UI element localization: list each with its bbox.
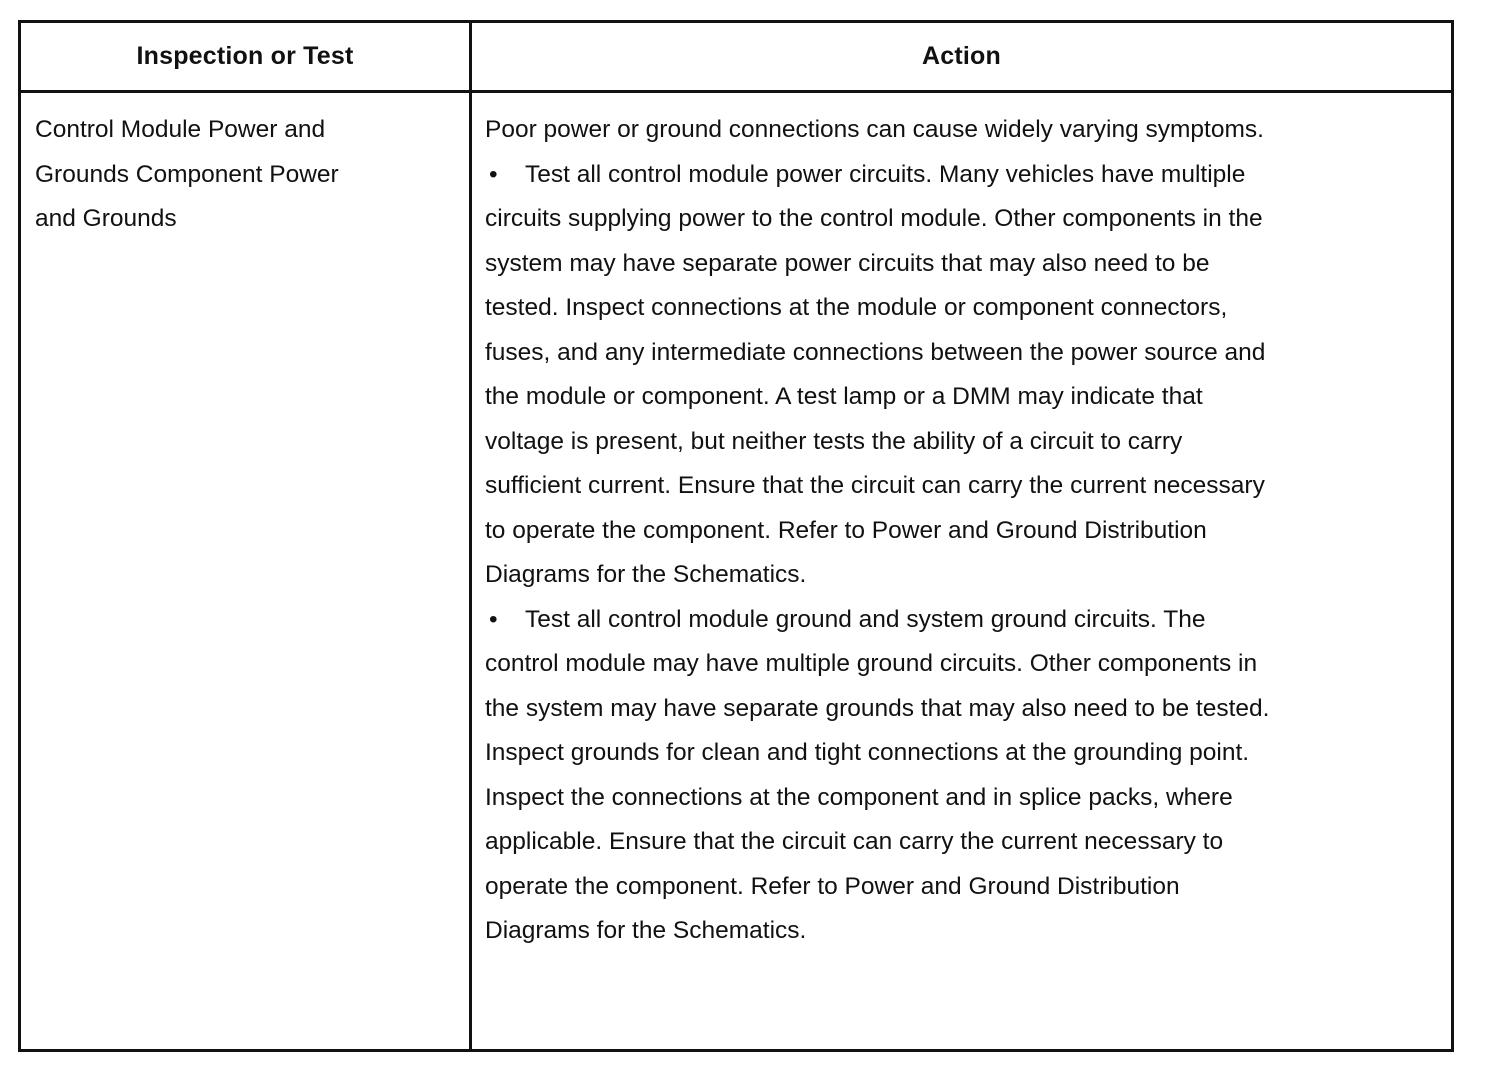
bullet-icon: • (489, 605, 498, 633)
action-line: to operate the component. Refer to Power and Ground Distribution (485, 516, 1207, 544)
action-line: fuses, and any intermediate connections between the power source and (485, 338, 1266, 366)
inspection-line: and Grounds (35, 205, 177, 232)
inspection-line: Control Module Power and (35, 116, 326, 143)
header-inspection-or-test: Inspection or Test (136, 42, 354, 70)
action-line: applicable. Ensure that the circuit can carry the current necessary to (485, 828, 1224, 855)
action-line: control module may have multiple ground circuits. Other components in (485, 650, 1258, 677)
action-line: Test all control module power circuits. Many vehicles have multiple (525, 160, 1246, 188)
action-line: Diagrams for the Schematics. (485, 561, 807, 588)
action-line: Diagrams for the Schematics. (485, 917, 807, 944)
action-cell (485, 108, 1385, 954)
header-action: Action (922, 42, 1001, 70)
action-line: sufficient current. Ensure that the circuit can carry the current necessary (485, 472, 1265, 499)
action-line: system may have separate power circuits that may also need to be (485, 249, 1210, 277)
header-divider (21, 90, 1451, 93)
action-bullet-1-first-line (485, 153, 1385, 198)
bullet-icon: • (489, 160, 498, 188)
action-intro: Poor power or ground connections can cause widely varying symptoms. (485, 116, 1264, 143)
action-line: tested. Inspect connections at the module or component connectors, (485, 294, 1228, 321)
action-line: Inspect the connections at the component and in splice packs, where (485, 783, 1233, 811)
inspection-line: Grounds Component Power (35, 160, 339, 188)
inspection-table (18, 20, 1454, 1052)
action-line: circuits supplying power to the control module. Other components in the (485, 205, 1263, 232)
action-bullet-2-first-line (485, 598, 1385, 643)
action-line: the module or component. A test lamp or a DMM may indicate that (485, 383, 1203, 410)
inspection-cell (35, 108, 455, 242)
action-line: voltage is present, but neither tests the ability of a circuit to carry (485, 427, 1183, 455)
action-line: operate the component. Refer to Power and Ground Distribution (485, 872, 1180, 900)
action-line: the system may have separate grounds that may also need to be tested. (485, 694, 1270, 722)
action-line: Inspect grounds for clean and tight connections at the grounding point. (485, 739, 1250, 766)
action-line: Test all control module ground and system ground circuits. The (525, 605, 1206, 633)
column-divider (469, 23, 472, 1049)
